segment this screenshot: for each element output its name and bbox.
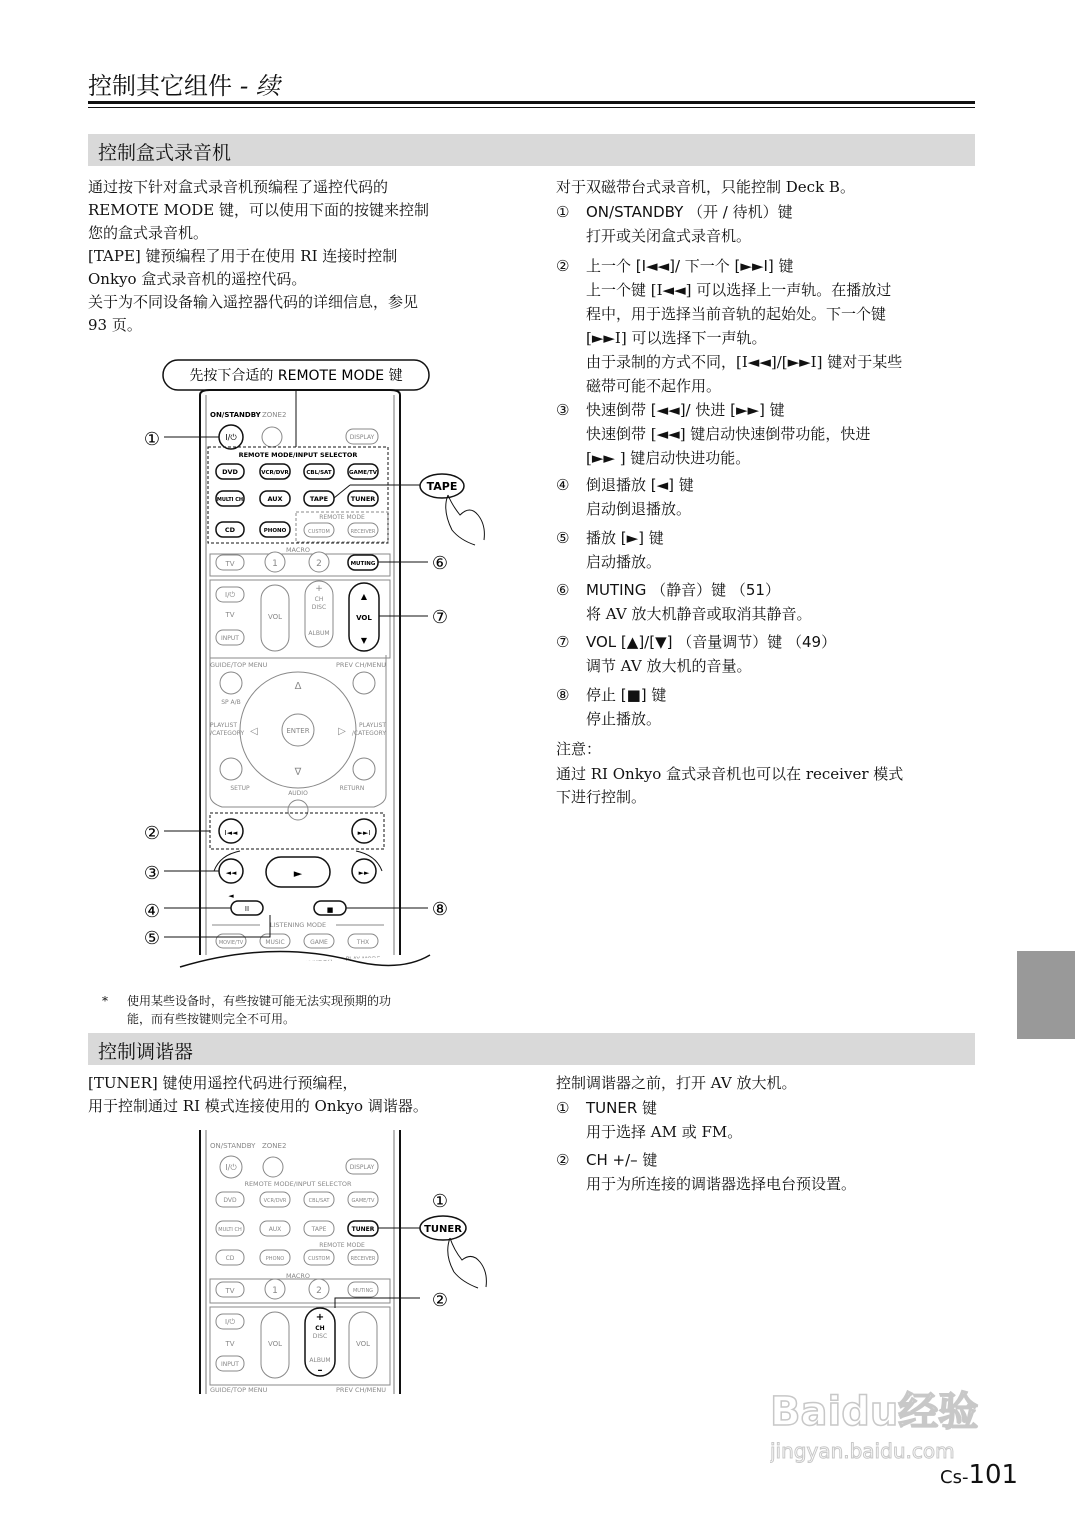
- svg-text:INPUT: INPUT: [221, 635, 239, 642]
- note-text: 通过 RI Onkyo 盒式录音机也可以在 receiver 模式 下进行控制。: [556, 765, 904, 806]
- svg-text:MACRO: MACRO: [285, 546, 311, 554]
- svg-text:DISC: DISC: [312, 1333, 328, 1340]
- intro-line: [TAPE] 键预编程了用于在使用 RI 连接时控制: [88, 247, 398, 265]
- svg-text:2: 2: [316, 1286, 322, 1296]
- svg-text:TAPE: TAPE: [309, 495, 329, 503]
- svg-text:▷: ▷: [338, 726, 346, 737]
- label-zone2: ZONE2: [262, 411, 287, 419]
- intro-line: 通过按下针对盒式录音机预编程了遥控代码的: [88, 178, 389, 196]
- svg-text:▲: ▲: [360, 592, 368, 601]
- svg-text:TV: TV: [225, 560, 235, 568]
- tape-item-2: ② 上一个 [I◄◄]/ 下一个 [►►I] 键 上一个键 [I◄◄] 可以选择上一声轨。在播放过 程中，用于选择当前音轨的起始处。下一个键 [►►I] 可以选择下一声轨。 由于录制的方式不同，[I◄◄]/[►►I] 键对于某些 磁带可能不起作用。: [556, 257, 903, 395]
- page-title: 控制其它组件: [88, 72, 232, 100]
- svg-text:∇: ∇: [294, 767, 302, 778]
- svg-text:►►: ►►: [358, 869, 370, 877]
- svg-text:I/⏻: I/⏻: [225, 433, 237, 442]
- page-header: [88, 66, 280, 101]
- svg-text:PLAYLIST: PLAYLIST: [359, 722, 386, 729]
- note-label: 注意：: [556, 740, 602, 758]
- remote-illustration-tape: [130, 355, 510, 990]
- svg-text:CD: CD: [224, 526, 236, 534]
- svg-text:ALBUM: ALBUM: [309, 1357, 331, 1364]
- svg-text:PHONO: PHONO: [265, 1256, 285, 1262]
- callout-7: ⑦: [431, 607, 449, 628]
- svg-text:AUX: AUX: [267, 495, 283, 503]
- svg-text:–: –: [317, 1365, 323, 1376]
- svg-text:ENTER: ENTER: [286, 727, 310, 735]
- svg-text:RECEIVER: RECEIVER: [350, 529, 376, 535]
- svg-text:INPUT: INPUT: [221, 1361, 239, 1368]
- footnote-line: 使用某些设备时，有些按键可能无法实现预期的功: [127, 994, 392, 1008]
- tape-item-4: ④ 倒退播放 [◄] 键 启动倒退播放。: [556, 476, 694, 518]
- svg-text:I/⏻: I/⏻: [225, 591, 235, 599]
- callout-text: 先按下合适的 REMOTE MODE 键: [189, 368, 403, 384]
- svg-text:TUNER: TUNER: [424, 1224, 462, 1235]
- svg-text:REMOTE MODE: REMOTE MODE: [319, 1242, 365, 1249]
- svg-text:/CATEGORY: /CATEGORY: [210, 730, 245, 737]
- svg-text:GUIDE/TOP MENU: GUIDE/TOP MENU: [210, 661, 268, 669]
- svg-text:◁: ◁: [250, 726, 258, 737]
- svg-text:PLAYLIST: PLAYLIST: [210, 722, 237, 729]
- svg-text:MUTING: MUTING: [352, 1288, 374, 1294]
- svg-text:VCR/DVR: VCR/DVR: [263, 1198, 287, 1204]
- side-tab: [1017, 951, 1075, 1039]
- baidu-watermark: [770, 1380, 1030, 1470]
- svg-text:GAME: GAME: [310, 939, 328, 946]
- svg-text:CBL/SAT: CBL/SAT: [308, 1198, 330, 1204]
- svg-text:1: 1: [272, 1286, 278, 1296]
- hand-icon: [448, 1238, 487, 1288]
- footnote-line: 能，而有些按键则完全不可用。: [127, 1012, 296, 1026]
- svg-text:◄: ◄: [228, 892, 234, 900]
- tuner-intro: [TUNER] 键使用遥控代码进行预编程， 用于控制通过 RI 模式连接使用的 Onkyo 调谐器。: [88, 1074, 428, 1115]
- intro-line: REMOTE MODE 键，可以使用下面的按键来控制: [88, 201, 430, 219]
- svg-text:+: +: [315, 1312, 325, 1323]
- intro-line: 关于为不同设备输入遥控器代码的详细信息，参见: [88, 293, 419, 311]
- watermark-url: jingyan.baidu.com: [770, 1439, 955, 1463]
- svg-text:MUTING: MUTING: [350, 561, 376, 567]
- svg-text:PHONO: PHONO: [263, 528, 287, 534]
- intro-line: 您的盒式录音机。: [88, 224, 209, 242]
- svg-text:LISTENING MODE: LISTENING MODE: [269, 921, 327, 929]
- svg-text:MULTI CH: MULTI CH: [216, 497, 244, 503]
- zone2-button: [262, 427, 282, 447]
- svg-text:SP A/B: SP A/B: [221, 699, 241, 706]
- callout-1: ①: [143, 429, 161, 450]
- tape-intro: [88, 176, 518, 337]
- svg-text:REMOTE MODE/INPUT SELECTOR: REMOTE MODE/INPUT SELECTOR: [238, 451, 358, 459]
- svg-text:I◄◄: I◄◄: [224, 829, 238, 837]
- svg-text:CUSTOM: CUSTOM: [308, 1256, 330, 1262]
- svg-text:DISPLAY: DISPLAY: [349, 434, 375, 441]
- callout-3: ③: [143, 863, 161, 884]
- svg-text:MACRO: MACRO: [285, 1272, 311, 1280]
- tape-item-6: ⑥ MUTING （静音）键 （51） 将 AV 放大机静音或取消其静音。: [556, 581, 812, 623]
- svg-text:VOL: VOL: [355, 1340, 371, 1348]
- header-rule-thick: [88, 101, 975, 104]
- svg-text:DISPLAY: DISPLAY: [349, 1164, 375, 1171]
- svg-text:2: 2: [316, 559, 322, 569]
- svg-text:CH: CH: [315, 1325, 325, 1332]
- tuner-item-1: ① TUNER 键 用于选择 AM 或 FM。: [556, 1099, 743, 1141]
- watermark-brand: Baidu经验: [770, 1389, 979, 1435]
- svg-text:II: II: [244, 905, 250, 913]
- intro-line: Onkyo 盒式录音机的遥控代码。: [88, 270, 307, 288]
- svg-text:/CATEGORY: /CATEGORY: [351, 730, 386, 737]
- svg-text:▼: ▼: [360, 636, 368, 645]
- tape-item-1: ① ON/STANDBY （开 / 待机）键 打开或关闭盒式录音机。: [556, 203, 793, 245]
- svg-text:■: ■: [326, 906, 334, 914]
- svg-text:VOL: VOL: [267, 1340, 283, 1348]
- svg-text:►: ►: [293, 867, 303, 880]
- tape-item-3: ③ 快速倒带 [◄◄]/ 快进 [►►] 键 快速倒带 [◄◄] 键启动快速倒带功能，快进 [►► ] 键启动快进功能。: [556, 401, 871, 467]
- svg-text:+: +: [315, 584, 323, 594]
- svg-text:TV: TV: [225, 1287, 235, 1295]
- hand-icon: [446, 495, 485, 545]
- svg-text:VOL: VOL: [356, 614, 372, 622]
- svg-text:THX: THX: [356, 939, 370, 946]
- tape-item-5: ⑤ 播放 [►] 键 启动播放。: [556, 529, 664, 571]
- svg-text:RECEIVER: RECEIVER: [350, 1256, 376, 1262]
- svg-text:MUSIC: MUSIC: [265, 939, 285, 946]
- remote-illustration-tuner: [190, 1122, 510, 1397]
- svg-text:Δ: Δ: [294, 681, 302, 692]
- tuner-item-2: ② CH +/– 键 用于为所连接的调谐器选择电台预设置。: [556, 1151, 857, 1193]
- intro-line: 93 页。: [88, 316, 142, 334]
- svg-text:TV: TV: [225, 1340, 235, 1348]
- section-heading-tape: [88, 134, 975, 166]
- section-title: 控制调谐器: [98, 1041, 194, 1063]
- svg-text:I/⏻: I/⏻: [225, 1318, 235, 1326]
- svg-text:RETURN: RETURN: [339, 785, 365, 792]
- svg-text:MOVIE/TV: MOVIE/TV: [218, 940, 244, 946]
- tape-right-intro: 对于双磁带台式录音机，只能控制 Deck B。: [556, 178, 855, 196]
- svg-text:VCR/DVR: VCR/DVR: [261, 470, 289, 476]
- footnote: * 使用某些设备时，有些按键可能无法实现预期的功 能，而有些按键则完全不可用。: [102, 994, 392, 1026]
- svg-text:PREV CH/MENU: PREV CH/MENU: [335, 661, 386, 669]
- svg-text:DVD: DVD: [223, 1197, 237, 1204]
- svg-text:ALBUM: ALBUM: [308, 630, 330, 637]
- svg-text:GAME/TV: GAME/TV: [351, 1198, 375, 1204]
- svg-text:CUSTOM: CUSTOM: [308, 529, 330, 535]
- svg-text:◄◄: ◄◄: [225, 869, 237, 877]
- svg-text:ON/STANDBY: ON/STANDBY: [210, 1142, 256, 1150]
- section-title: 控制盒式录音机: [98, 142, 232, 164]
- callout-8: ⑧: [431, 899, 449, 920]
- svg-text:TUNER: TUNER: [350, 495, 376, 503]
- svg-text:1: 1: [272, 559, 278, 569]
- svg-text:CD: CD: [225, 1255, 235, 1262]
- callout-2: ②: [143, 823, 161, 844]
- svg-text:VOL: VOL: [267, 613, 283, 621]
- continued-label: - 续: [239, 72, 280, 100]
- svg-text:TV: TV: [225, 611, 235, 619]
- svg-text:TAPE: TAPE: [426, 480, 458, 493]
- svg-text:CH: CH: [314, 596, 324, 603]
- label-on-standby: ON/STANDBY: [210, 411, 261, 419]
- callout-2: ②: [431, 1290, 449, 1311]
- svg-text:GAME/TV: GAME/TV: [348, 470, 378, 476]
- svg-text:►►I: ►►I: [357, 829, 371, 837]
- svg-text:CBL/SAT: CBL/SAT: [306, 470, 332, 476]
- tape-item-7: ⑦ VOL [▲]/[▼] （音量调节）键 （49） 调节 AV 放大机的音量。: [556, 633, 837, 675]
- callout-6: ⑥: [431, 553, 449, 574]
- callout-5: ⑤: [143, 928, 161, 949]
- tuner-right-intro: 控制调谐器之前，打开 AV 放大机。: [556, 1074, 797, 1092]
- svg-text:SETUP: SETUP: [230, 785, 250, 792]
- svg-text:ZONE2: ZONE2: [262, 1142, 287, 1150]
- svg-text:MULTI CH: MULTI CH: [218, 1227, 242, 1233]
- section-heading-tuner: [88, 1033, 975, 1065]
- page-number: Cs-101: [940, 1460, 1019, 1490]
- svg-text:TUNER: TUNER: [351, 1226, 375, 1233]
- tape-item-8: ⑧ 停止 [■] 键 停止播放。: [556, 686, 667, 728]
- callout-4: ④: [143, 901, 161, 922]
- svg-text:TAPE: TAPE: [311, 1226, 327, 1233]
- svg-text:REMOTE MODE/INPUT SELECTOR: REMOTE MODE/INPUT SELECTOR: [244, 1180, 352, 1188]
- svg-text:AUX: AUX: [268, 1226, 282, 1233]
- svg-text:I/⏻: I/⏻: [225, 1163, 237, 1172]
- svg-text:DVD: DVD: [222, 468, 238, 476]
- svg-text:PREV CH/MENU: PREV CH/MENU: [335, 1386, 386, 1394]
- svg-text:REMOTE MODE: REMOTE MODE: [319, 514, 365, 521]
- header-rule-thin: [88, 107, 975, 108]
- svg-text:AUDIO: AUDIO: [288, 790, 308, 797]
- svg-text:GUIDE/TOP MENU: GUIDE/TOP MENU: [210, 1386, 268, 1394]
- svg-text:DISC: DISC: [311, 604, 327, 611]
- callout-1: ①: [431, 1191, 449, 1212]
